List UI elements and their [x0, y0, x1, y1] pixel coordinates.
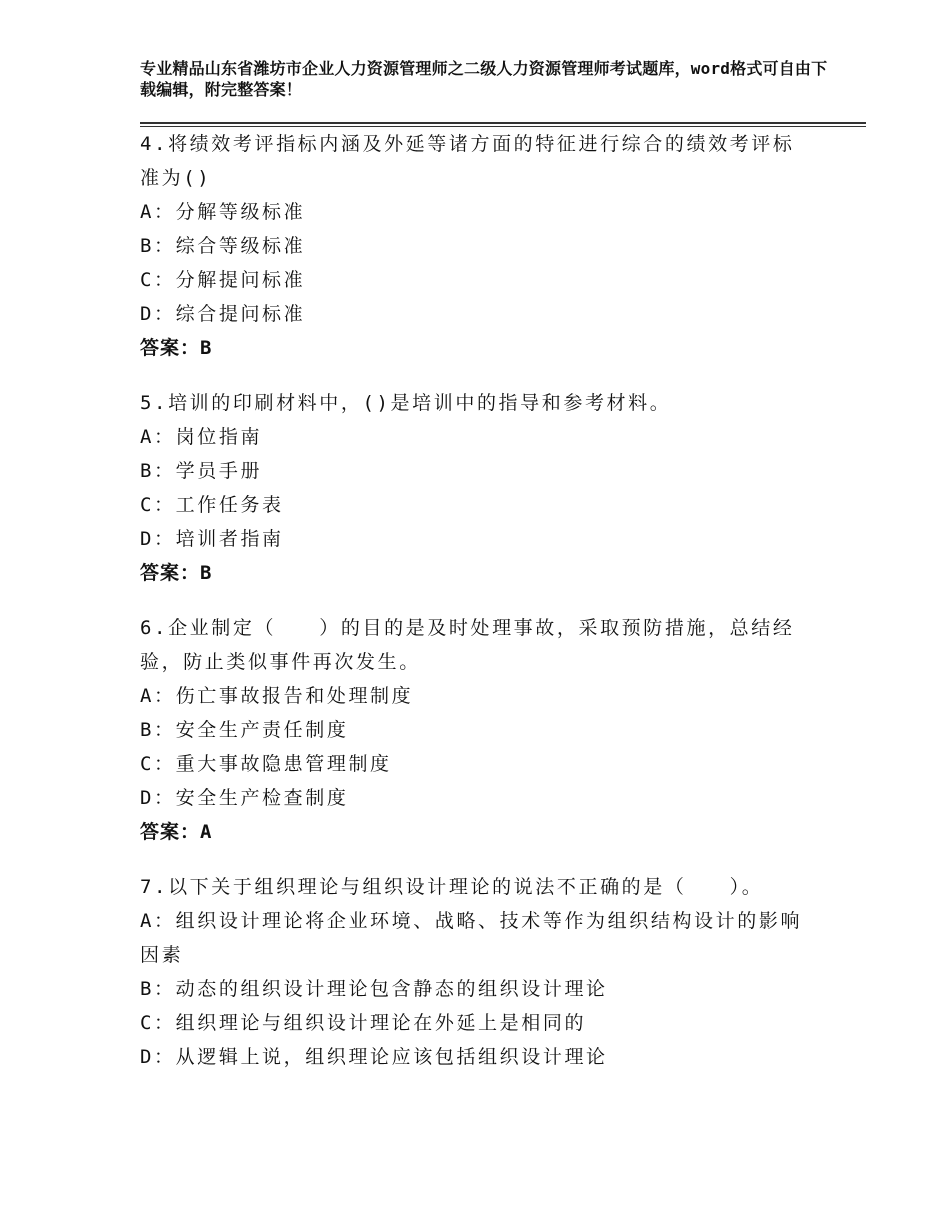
option-d: D：综合提问标准 — [140, 303, 306, 325]
question-list — [140, 127, 820, 1095]
option-c: C：工作任务表 — [140, 494, 284, 516]
option-d: D：培训者指南 — [140, 528, 284, 550]
option-a: A：岗位指南 — [140, 426, 263, 448]
question-stem: 4.将绩效考评指标内涵及外延等诸方面的特征进行综合的绩效考评标准为() — [140, 133, 795, 189]
question-4 — [140, 127, 820, 365]
option-d: D：安全生产检查制度 — [140, 787, 349, 809]
option-c: C：组织理论与组织设计理论在外延上是相同的 — [140, 1012, 587, 1034]
question-stem: 7.以下关于组织理论与组织设计理论的说法不正确的是（ ）。 — [140, 876, 764, 898]
question-stem: 6.企业制定（ ）的目的是及时处理事故，采取预防措施，总结经验，防止类似事件再次发生。 — [140, 617, 795, 673]
question-stem: 5.培训的印刷材料中，()是培训中的指导和参考材料。 — [140, 392, 672, 414]
question-5 — [140, 386, 820, 590]
question-6 — [140, 611, 820, 849]
answer-label: 答案：B — [140, 562, 213, 584]
option-a: A：分解等级标准 — [140, 201, 306, 223]
answer-label: 答案：B — [140, 337, 213, 359]
document-header: 专业精品山东省潍坊市企业人力资源管理师之二级人力资源管理师考试题库，word格式可自由下载编辑，附完整答案！ — [140, 59, 828, 99]
question-7 — [140, 870, 820, 1074]
option-c: C：分解提问标准 — [140, 269, 306, 291]
option-b: B：综合等级标准 — [140, 235, 306, 257]
answer-label: 答案：A — [140, 821, 213, 843]
option-b: B：动态的组织设计理论包含静态的组织设计理论 — [140, 978, 608, 1000]
option-a: A：组织设计理论将企业环境、战略、技术等作为组织结构设计的影响因素 — [140, 910, 803, 966]
option-b: B：学员手册 — [140, 460, 263, 482]
option-d: D：从逻辑上说，组织理论应该包括组织设计理论 — [140, 1046, 608, 1068]
option-b: B：安全生产责任制度 — [140, 719, 349, 741]
option-c: C：重大事故隐患管理制度 — [140, 753, 392, 775]
option-a: A：伤亡事故报告和处理制度 — [140, 685, 414, 707]
